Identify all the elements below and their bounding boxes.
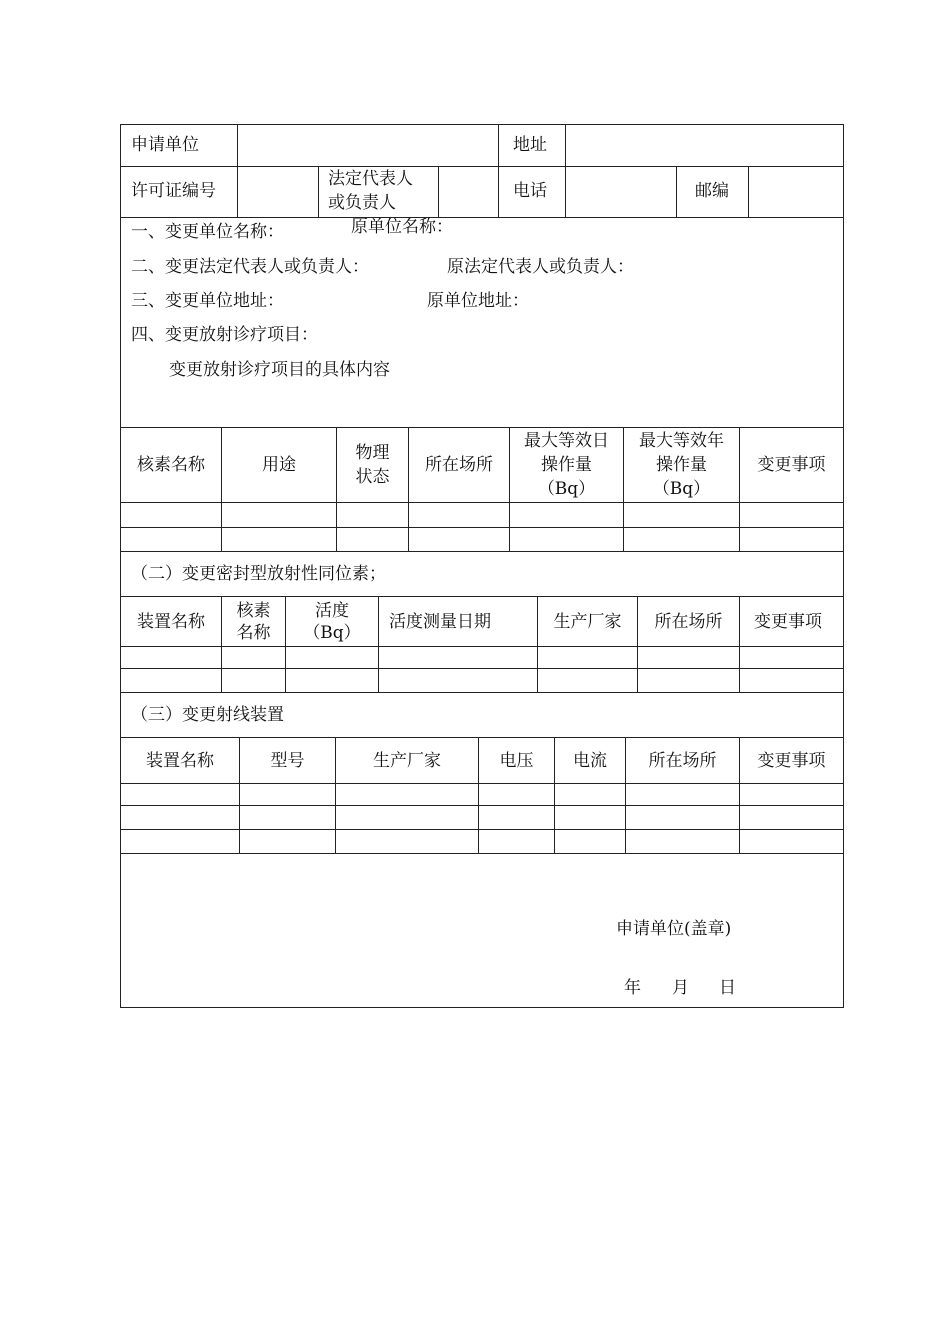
- address-label: 地址: [513, 135, 547, 155]
- ray-header-manufacturer: 生产厂家: [373, 750, 441, 771]
- ray-header-current: 电流: [573, 750, 607, 771]
- address-value-cell[interactable]: [566, 125, 843, 166]
- nuclide-line2: 名称: [236, 622, 271, 643]
- sealed-header-manufacturer: 生产厂家: [553, 611, 622, 632]
- activity-line1: 活度: [315, 600, 349, 621]
- col-divider: [676, 166, 677, 217]
- date-day: 日: [719, 978, 736, 998]
- row-divider: [121, 829, 843, 830]
- ray-header-device-name: 装置名称: [146, 750, 214, 771]
- sealed-header-change: 变更事项: [754, 611, 822, 632]
- row-divider: [121, 646, 843, 647]
- nuclide-line1: 核素: [236, 600, 271, 621]
- col-divider: [498, 125, 499, 217]
- state-line2: 状态: [355, 467, 390, 487]
- nuclide-header-annual: [624, 428, 739, 502]
- daily-line2: 操作量: [541, 455, 592, 475]
- change-application-form: [120, 124, 844, 1008]
- legal-rep-label-line2: 或负责人: [328, 193, 396, 213]
- col-divider: [318, 166, 319, 217]
- nuclide-header-use: 用途: [262, 455, 296, 475]
- phone-label: 电话: [513, 181, 547, 201]
- annual-line2: 操作量: [656, 455, 707, 475]
- date-year: 年: [624, 978, 641, 998]
- sealed-section-title: （二）变更密封型放射性同位素；: [131, 564, 386, 584]
- row-divider: [121, 502, 843, 503]
- nuclide-header-site: 所在场所: [425, 455, 493, 475]
- applicant-label: 申请单位: [131, 135, 199, 155]
- change-item-4: 四、变更放射诊疗项目：: [131, 325, 318, 345]
- ray-header-change: 变更事项: [757, 750, 826, 771]
- postcode-value-cell[interactable]: [749, 167, 843, 217]
- col-divider: [378, 596, 379, 692]
- row-divider: [121, 551, 843, 552]
- sealed-header-nuclide: [222, 597, 285, 646]
- row-divider: [121, 217, 843, 218]
- change-item-4-detail: 变更放射诊疗项目的具体内容: [169, 360, 390, 380]
- annual-line3: （Bq）: [652, 479, 711, 499]
- stamp-label: 申请单位(盖章): [616, 919, 732, 939]
- license-no-value-cell[interactable]: [238, 167, 318, 217]
- nuclide-header-state: [337, 428, 408, 502]
- change-item-1: 一、变更单位名称：: [131, 222, 284, 242]
- row-divider: [121, 668, 843, 669]
- state-line1: 物理: [355, 443, 390, 463]
- sealed-header-device-name: 装置名称: [137, 611, 205, 632]
- postcode-label: 邮编: [695, 181, 729, 201]
- legal-rep-value-cell[interactable]: [439, 167, 498, 217]
- phone-value-cell[interactable]: [566, 167, 676, 217]
- row-divider: [121, 853, 843, 854]
- row-divider: [121, 692, 843, 693]
- license-no-label: 许可证编号: [131, 181, 216, 201]
- row-divider: [121, 805, 843, 806]
- row-divider: [121, 527, 843, 528]
- sealed-header-activity: [286, 597, 378, 646]
- change-item-3-original: 原单位地址：: [427, 291, 529, 311]
- daily-line1: 最大等效日: [524, 431, 609, 451]
- ray-header-model: 型号: [270, 750, 305, 771]
- nuclide-header-daily: [510, 428, 623, 502]
- applicant-value-cell[interactable]: [238, 125, 498, 166]
- change-item-2: 二、变更法定代表人或负责人：: [131, 257, 369, 277]
- legal-rep-label-line1: 法定代表人: [328, 169, 413, 189]
- date-month: 月: [672, 978, 689, 998]
- ray-section-title: （三）变更射线装置: [131, 705, 284, 725]
- daily-line3: （Bq）: [537, 479, 596, 499]
- ray-header-site: 所在场所: [648, 750, 717, 771]
- annual-line1: 最大等效年: [639, 431, 724, 451]
- sealed-header-measure-date: 活度测量日期: [389, 612, 491, 632]
- row-divider: [121, 783, 843, 784]
- change-item-1-original: 原单位名称：: [351, 217, 453, 237]
- sealed-header-site: 所在场所: [654, 611, 723, 632]
- activity-line2: （Bq）: [303, 622, 361, 643]
- change-item-2-original: 原法定代表人或负责人：: [447, 257, 634, 277]
- nuclide-header-change: 变更事项: [757, 455, 826, 475]
- nuclide-header-name: 核素名称: [137, 455, 205, 475]
- ray-header-voltage: 电压: [499, 750, 534, 771]
- change-item-3: 三、变更单位地址：: [131, 291, 284, 311]
